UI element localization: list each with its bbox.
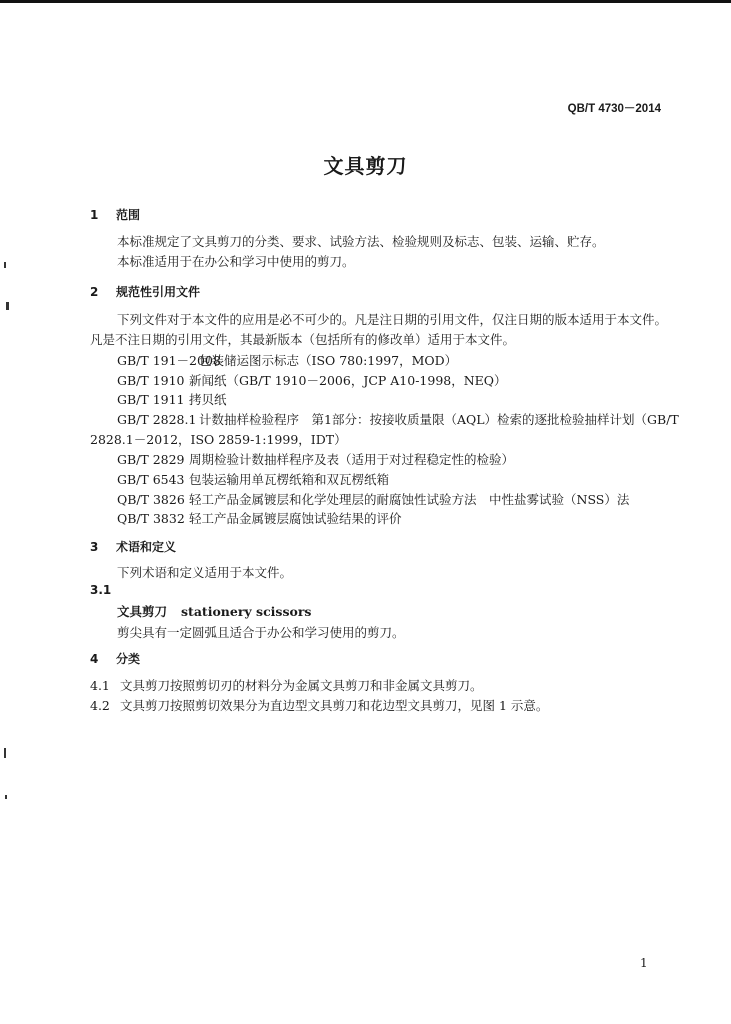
clause-text: 文具剪刀按照剪切刃的材料分为金属文具剪刀和非金属文具剪刀。 bbox=[120, 678, 483, 693]
section-title: 分类 bbox=[116, 652, 141, 666]
reference-title: 包装运输用单瓦楞纸箱和双瓦楞纸箱 bbox=[189, 472, 390, 487]
term-english: stationery scissors bbox=[181, 604, 312, 619]
page-number: 1 bbox=[640, 956, 648, 970]
reference-code: QB/T 3826 bbox=[117, 492, 185, 507]
section-number: 3 bbox=[90, 540, 99, 554]
reference-item bbox=[117, 490, 629, 508]
scan-top-border bbox=[0, 0, 731, 3]
reference-code: GB/T 1910 bbox=[117, 373, 185, 388]
clause-text: 文具剪刀按照剪切效果分为直边型文具剪刀和花边型文具剪刀，见图 1 示意。 bbox=[120, 698, 549, 713]
clause-item bbox=[90, 676, 483, 694]
section-4-heading bbox=[90, 650, 140, 667]
subsection-number: 3.1 bbox=[90, 583, 112, 597]
reference-code: GB/T 2829 bbox=[117, 452, 185, 467]
paragraph: 下列术语和定义适用于本文件。 bbox=[117, 565, 293, 580]
section-number: 2 bbox=[90, 285, 99, 299]
scan-speck bbox=[4, 262, 6, 268]
scan-speck bbox=[4, 748, 6, 758]
reference-title: 计数抽样检验程序 第1部分：按接收质量限（AQL）检索的逐批检验抽样计划（GB/T bbox=[199, 412, 679, 427]
term-entry bbox=[117, 602, 311, 620]
reference-title: 轻工产品金属镀层和化学处理层的耐腐蚀性试验方法 中性盐雾试验（NSS）法 bbox=[189, 492, 630, 507]
section-2-heading bbox=[90, 283, 200, 300]
scan-speck bbox=[6, 302, 9, 310]
reference-continuation bbox=[90, 430, 347, 448]
section-3-heading bbox=[90, 538, 176, 555]
paragraph: 本标准规定了文具剪刀的分类、要求、试验方法、检验规则及标志、包装、运输、贮存。 bbox=[117, 234, 605, 249]
section-title: 规范性引用文件 bbox=[116, 285, 201, 299]
reference-title: 2828.1－2012，ISO 2859-1:1999，IDT） bbox=[90, 432, 347, 447]
section-number: 4 bbox=[90, 652, 99, 666]
term-chinese: 文具剪刀 bbox=[117, 604, 168, 619]
standard-code: QB/T 4730－2014 bbox=[567, 103, 661, 115]
section-number: 1 bbox=[90, 208, 99, 222]
section-title: 术语和定义 bbox=[116, 540, 177, 554]
reference-title: 拷贝纸 bbox=[189, 392, 227, 407]
reference-code: GB/T 191－2008 bbox=[117, 353, 221, 368]
reference-item bbox=[117, 410, 679, 428]
reference-title: 周期检验计数抽样程序及表（适用于对过程稳定性的检验） bbox=[189, 452, 515, 467]
reference-code: GB/T 2828.1 bbox=[117, 412, 197, 427]
clause-item bbox=[90, 696, 548, 714]
reference-code: GB/T 6543 bbox=[117, 472, 185, 487]
term-definition: 剪尖具有一定圆弧且适合于办公和学习使用的剪刀。 bbox=[117, 625, 405, 640]
reference-title: 新闻纸（GB/T 1910－2006，JCP A10-1998，NEQ） bbox=[189, 373, 507, 388]
section-title: 范围 bbox=[116, 208, 141, 222]
reference-item bbox=[117, 390, 227, 408]
scan-speck bbox=[5, 795, 7, 799]
reference-item bbox=[117, 470, 389, 488]
paragraph: 本标准适用于在办公和学习中使用的剪刀。 bbox=[117, 254, 355, 269]
reference-item bbox=[117, 509, 402, 527]
document-title: 文具剪刀 bbox=[323, 154, 408, 178]
section-1-heading bbox=[90, 206, 140, 223]
reference-title: 包装储运图示标志（ISO 780:1997，MOD） bbox=[199, 353, 458, 368]
paragraph: 下列文件对于本文件的应用是必不可少的。凡是注日期的引用文件，仅注日期的版本适用于本文件。 bbox=[117, 312, 668, 327]
reference-code: GB/T 1911 bbox=[117, 392, 185, 407]
reference-item bbox=[117, 371, 507, 389]
reference-title: 轻工产品金属镀层腐蚀试验结果的评价 bbox=[189, 511, 402, 526]
clause-number: 4.2 bbox=[90, 698, 110, 713]
paragraph: 凡是不注日期的引用文件，其最新版本（包括所有的修改单）适用于本文件。 bbox=[90, 332, 516, 347]
clause-number: 4.1 bbox=[90, 678, 110, 693]
reference-code: QB/T 3832 bbox=[117, 511, 185, 526]
reference-item bbox=[117, 450, 514, 468]
reference-item bbox=[117, 351, 457, 369]
